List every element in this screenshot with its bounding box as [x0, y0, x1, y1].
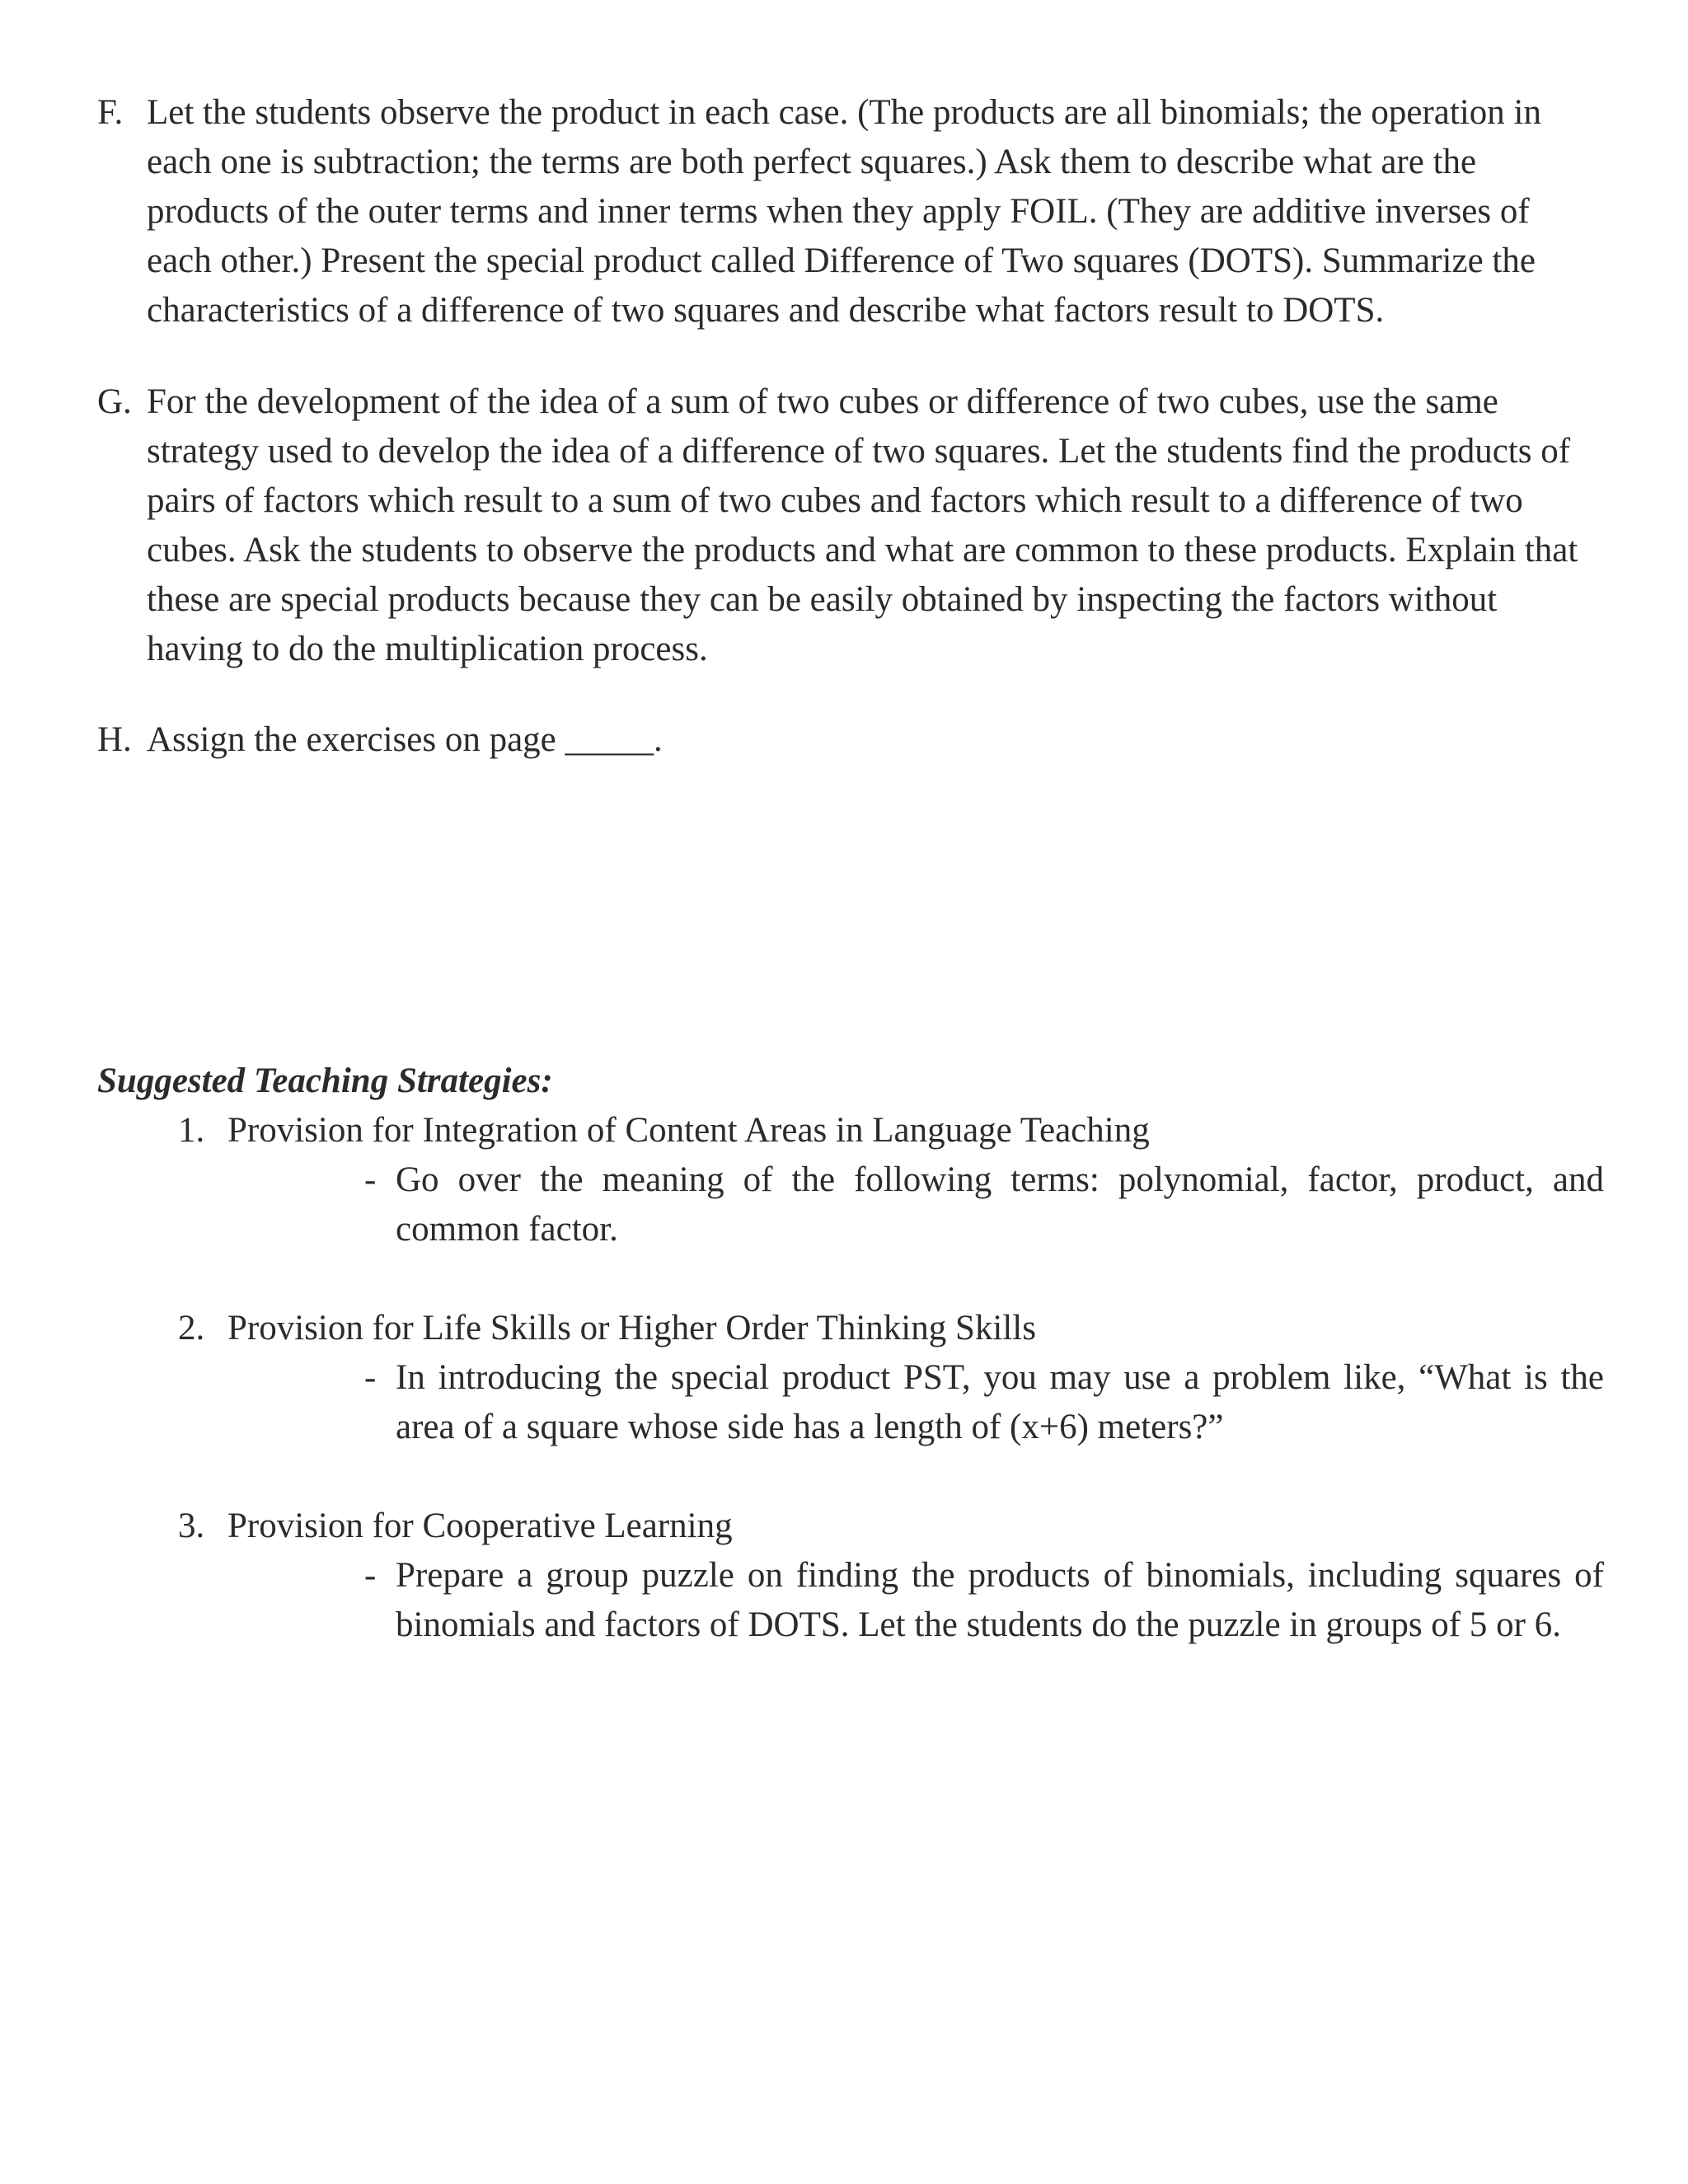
item-h [97, 715, 1597, 765]
bullet-dash: - [364, 1160, 377, 1199]
strategy-title: Provision for Integration of Content Areas in Language Teaching [227, 1111, 1150, 1150]
strategy-detail-text: Go over the meaning of the following terms: polynomial, factor, product, and common factor. [396, 1160, 1604, 1249]
item-f [97, 88, 1597, 335]
strategy-detail [364, 1155, 1604, 1254]
item-letter: H. [97, 720, 132, 759]
strategy-detail-text: In introducing the special product PST, you may use a problem like, “What is the area of a square whose side has a length of (x+6) meters?” [396, 1358, 1604, 1446]
item-g [97, 377, 1597, 674]
item-text: Let the students observe the product in each case. (The products are all binomials; the operation in each one is subtraction; the terms are both perfect squares.) Ask them to describe what are the products of the outer terms and inner terms when they apply FOIL. (They are additive inverses of each other.) Present the special product called Difference of Two squares (DOTS). Summarize the characteristics of a difference of two squares and describe what factors result to DOTS. [147, 93, 1541, 330]
item-text: For the development of the idea of a sum of two cubes or difference of two cubes, use the same strategy used to develop the idea of a difference of two squares. Let the students find the products of pairs of factors which result to a sum of two cubes and factors which result to a difference of two cubes. Ask the students to observe the products and what are common to these products. Explain that these are special products because they can be easily obtained by inspecting the factors without having to do the multiplication process. [147, 382, 1578, 668]
strategy-number: 1. [178, 1111, 205, 1150]
strategy-detail-text: Prepare a group puzzle on finding the products of binomials, including squares of binomials and factors of DOTS. Let the students do the puzzle in groups of 5 or 6. [396, 1556, 1604, 1644]
strategy-detail [364, 1551, 1604, 1650]
item-text: Assign the exercises on page _____. [147, 720, 663, 759]
strategy-detail [364, 1353, 1604, 1452]
strategy-number: 3. [178, 1507, 205, 1545]
strategy-title: Provision for Cooperative Learning [227, 1507, 733, 1545]
strategies-heading: Suggested Teaching Strategies: [97, 1062, 553, 1100]
bullet-dash: - [364, 1358, 377, 1397]
item-letter: F. [97, 93, 124, 132]
strategy-1 [178, 1106, 1604, 1254]
bullet-dash: - [364, 1556, 377, 1595]
strategy-title: Provision for Life Skills or Higher Order Thinking Skills [227, 1309, 1036, 1347]
strategy-2 [178, 1304, 1604, 1452]
strategy-3 [178, 1502, 1604, 1650]
strategy-number: 2. [178, 1309, 205, 1347]
item-letter: G. [97, 382, 132, 421]
